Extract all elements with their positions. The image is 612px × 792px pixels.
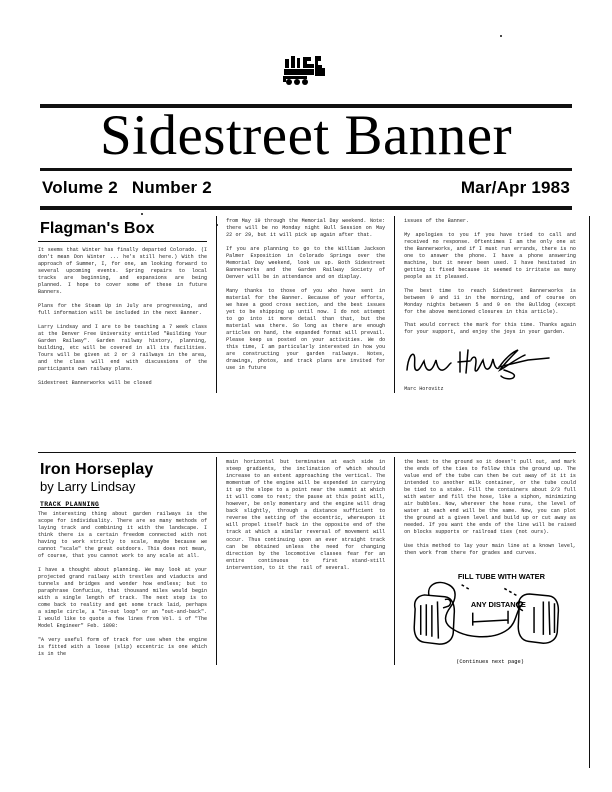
number-label: Number 2	[131, 178, 212, 197]
steam-locomotive-icon	[283, 55, 329, 89]
scan-speck	[500, 35, 502, 37]
iron-columns	[38, 457, 576, 665]
scan-speck	[141, 213, 143, 215]
iron-column-3	[394, 457, 576, 665]
continues-next-page-note: (Continues next page)	[456, 659, 525, 666]
paragraph: issues of the Banner.	[404, 218, 469, 224]
paragraph: "A very useful form of track for use when the engine is fitted with a loose (slip) eccentric is one which is in the	[38, 636, 208, 658]
paragraph: Larry Lindsay and I are to be teaching a 7 week class at the Denver Free University entitled "Building Your Garden Railway". Garden railway history, planning, building, etc will be covered in all its facilities. Tours will be given at 2 or 3 railways in the area, and the class will end with discussions of the participants own railway plans.	[38, 323, 208, 372]
paragraph: the best to the ground so it doesn't pull out, and mark the ends of the ties to follow this the ground up. The value end of the tube can then be cut away of it it is intended to another milk container, or the tube could be tied to a stake. Fill the containers about 2/3 full with water and fill the hose, like a siphon, minimizing air bubbles. Now, wherever the hose runs, the level of water at each end will be the same. Now, you can plot the ground at a given level and build up or cut away as needed. If you want the ends of the line will be raised on blocks supports or railroad ties (not ours).	[404, 459, 576, 536]
masthead-rule-middle	[40, 168, 572, 171]
flagmans-columns	[38, 216, 576, 393]
paragraph: I have a thought about planning. We may look at your projected grand railway with trestles and viaducts and tunnels and bridges and wonder how endless; but to paraphrase Confucius, that thousand miles would begin with a single length of track. The next step is to come back to reality and get some track laid, perhaps a simple circle, a "in-out loop" or an "out-and-back". I would like to quote a few lines from Vol. 1 of "The Model Engineer" Feb. 1898:	[38, 566, 208, 630]
volume-label: Volume 2	[42, 178, 118, 197]
page-right-rule	[589, 216, 590, 768]
paragraph: My apologies to you if you have tried to call and received no response. Oftentimes I am the only one at the Bannerworks, and if I must run errands, there is no one to answer the phone. I have a phone answering machine, but it never been used. I have hesitated in getting it fixed because it seemed to irritate as many people as it pleased.	[404, 231, 576, 280]
paragraph: Plans for the Steam Up in July are progressing, and full information will be included in the next Banner.	[38, 302, 208, 316]
masthead-logo	[0, 55, 612, 89]
iron-col3-body	[404, 459, 576, 557]
section-heading-iron-horseplay: Iron Horseplay	[40, 461, 154, 478]
paragraph: from May 19 through the Memorial Day weekend. Note: there will be no Monday night Bull Session on May 22 or 29, but it will pick up again after that.	[226, 218, 386, 239]
diagram-label-fill-tube: FILL TUBE WITH WATER	[458, 571, 546, 581]
iron-col2-body	[226, 459, 385, 572]
paragraph: The best time to reach Sidestreet Bannerworks is between 9 and 11 in the morning, and of course on Monday nights between 5 and 9 on the Bulldog (except for the above mentioned closures in this article).	[404, 287, 576, 315]
paragraph: Use this method to lay your main line at a known level, then work from there for grades and curves.	[404, 543, 576, 557]
iron-col1-body	[38, 511, 207, 658]
flagmans-col1-body	[38, 247, 207, 387]
editor-signature	[404, 346, 576, 393]
paragraph: The interesting thing about garden railways is the scope for individuality. There are so many methods of laying track and combining it with the landscape. I think there is a certain freedom connected with not having to work strictly to scale, maybe because we cannot "scale" the great outdoors. This does not mean, of course, that you cannot work to any scale at all.	[38, 511, 208, 560]
iron-column-1	[38, 457, 216, 665]
paragraph: If you are planning to go to the William Jackson Palmer Exposition in Colorado Springs over the Memorial Day weekend, look us up. Both Sidestreet Bannerworks and the Garden Railway Society of Denver will be in attendance and on display.	[226, 245, 386, 280]
paragraph: Many thanks to those of you who have sent in material for the Banner. Because of your efforts, we have a good cross section, and the best issues yet to be shipping up until now. I do not attempt to go into it more detail than that, but the material was there. So long as there are enough articles on hand, the expanded format will prevail. Please keep us posted on your activities. We do this time, I am particularly interested in how you are constructing your garden railways. Notes, drawings, photos, and track plans are invited for use in future	[226, 287, 386, 372]
section-iron-horseplay	[38, 452, 576, 768]
flagmans-column-1	[38, 216, 216, 393]
issue-volume-number	[42, 178, 226, 198]
article-subhead: TRACK PLANNING	[40, 501, 100, 508]
heading-underline	[38, 241, 207, 242]
diagram-label-any-distance: ANY DISTANCE	[471, 599, 526, 609]
masthead-issue-row	[42, 172, 570, 204]
article-byline: by Larry Lindsay	[40, 479, 136, 494]
page-title: Sidestreet Banner	[99, 104, 513, 167]
flagmans-col3-body	[404, 218, 576, 336]
paragraph: It seems that Winter has finally departed Colorado. (I don't mean Don Winter ... he's still here.) With the approach of Summer, I, for one, am looking forward to several upcoming events. Spring repairs to local tracks are beginning, and expansions are being planned. I hope to cover some of these in future Banners.	[38, 247, 208, 296]
masthead-rule-bottom	[40, 206, 572, 210]
paragraph: main horizontal but terminates at each side in steep gradients, the inclination of which should increase to an extent approaching the vertical. The momentum of the engine will be expended in carrying it up the slope to a point near the summit at which it will come to rest; the pause at this point will, however, be only momentary and the engine will drag back slightly, through a distance sufficient to reverse the setting of the eccentric, whereupon it will propel itself back in the opposite end of the track at which a similar reversal of movement will occur. Thus continuing upon an ever straight track can be obtained unless the need for changing direction by the locomotive classes fear for an entire continuous to first stand-still intervention, to it the rail of several.	[226, 459, 386, 571]
section-heading-flagmans-box: Flagman's Box	[40, 220, 155, 237]
water-level-diagram	[404, 568, 576, 653]
flagmans-column-2	[216, 216, 394, 393]
handwritten-signature-icon	[404, 346, 554, 380]
flagmans-column-3	[394, 216, 576, 393]
flagmans-col2-body	[226, 218, 385, 372]
signature-name: Marc Horovitz	[404, 386, 444, 393]
section-flagmans-box	[38, 216, 576, 448]
section-divider-rule	[38, 452, 576, 453]
paragraph: That would correct the mark for this time. Thanks again for your support, and enjoy the joys in your garden.	[404, 322, 576, 336]
iron-column-2	[216, 457, 394, 665]
issue-date: Mar/Apr 1983	[460, 178, 570, 197]
paragraph: Sidestreet Bannerworks will be closed	[38, 379, 152, 386]
